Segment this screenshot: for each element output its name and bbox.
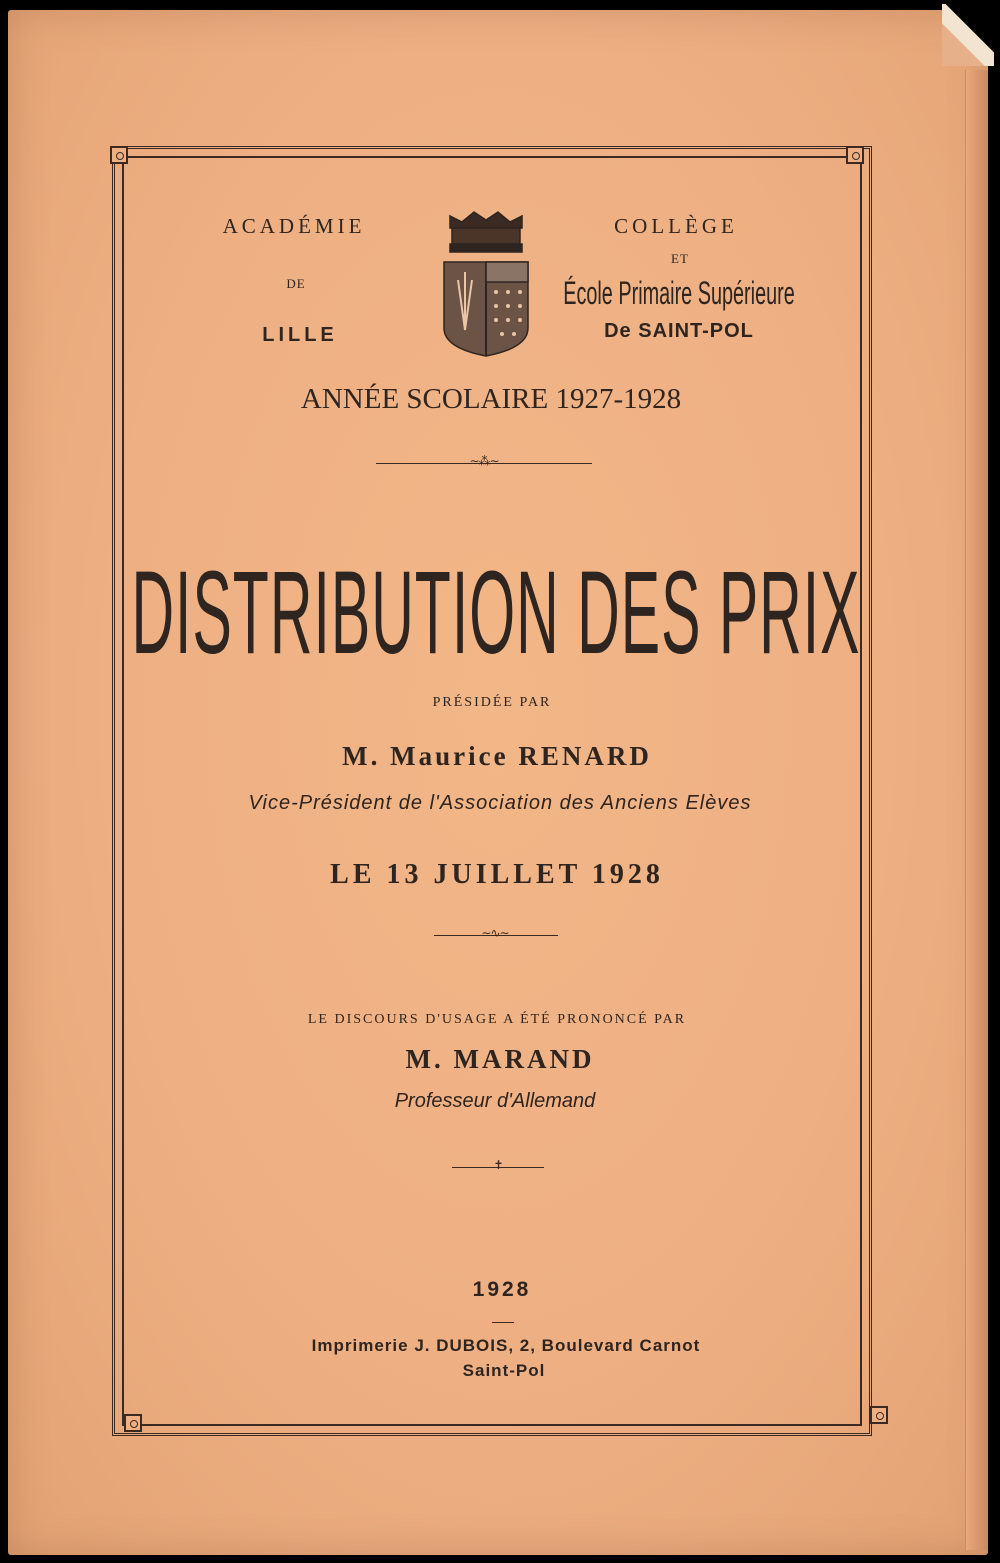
academie-de-label: DE — [286, 276, 306, 291]
ceremony-date: LE 13 JUILLET 1928 — [330, 859, 664, 890]
college-city-label: De SAINT-POL — [604, 320, 754, 342]
printer-city: Saint-Pol — [462, 1361, 546, 1380]
ornament-flourish-icon: ∼∿∼ — [481, 926, 509, 940]
speech-intro: LE DISCOURS D'USAGE A ÉTÉ PRONONCÉ PAR — [307, 1012, 687, 1027]
ornament-cross-icon: ✝ — [493, 1158, 503, 1172]
coat-of-arms-icon — [440, 210, 532, 360]
speaker-name: M. MARAND — [405, 1044, 595, 1074]
college-label: COLLÈGE — [614, 214, 738, 238]
footer-dash — [492, 1322, 514, 1323]
speaker-role: Professeur d'Allemand — [394, 1090, 596, 1112]
academie-label: ACADÉMIE — [222, 214, 366, 238]
folded-corner — [942, 4, 994, 66]
president-role: Vice-Président de l'Association des Anciens Elèves — [248, 792, 752, 814]
president-name: M. Maurice RENARD — [342, 741, 652, 771]
paper-stack-edge — [965, 70, 988, 1550]
footer-year: 1928 — [472, 1278, 532, 1301]
school-year: ANNÉE SCOLAIRE 1927-1928 — [300, 383, 682, 415]
college-ecole-label: École Primaire Supérieure — [563, 275, 795, 311]
printer-info: Imprimerie J. DUBOIS, 2, Boulevard Carnot — [311, 1336, 701, 1355]
frame-corner-ornament — [870, 1406, 888, 1424]
ornament-flourish-icon: ∼⁂∼ — [469, 454, 499, 468]
presided-intro: PRÉSIDÉE PAR — [432, 695, 552, 710]
frame-corner-ornament — [124, 1414, 142, 1432]
college-et-label: ET — [671, 251, 689, 266]
main-title: DISTRIBUTION DES PRIX — [131, 547, 861, 679]
frame-corner-ornament — [846, 146, 864, 164]
frame-corner-ornament — [110, 146, 128, 164]
academie-city-label: LILLE — [262, 324, 338, 346]
